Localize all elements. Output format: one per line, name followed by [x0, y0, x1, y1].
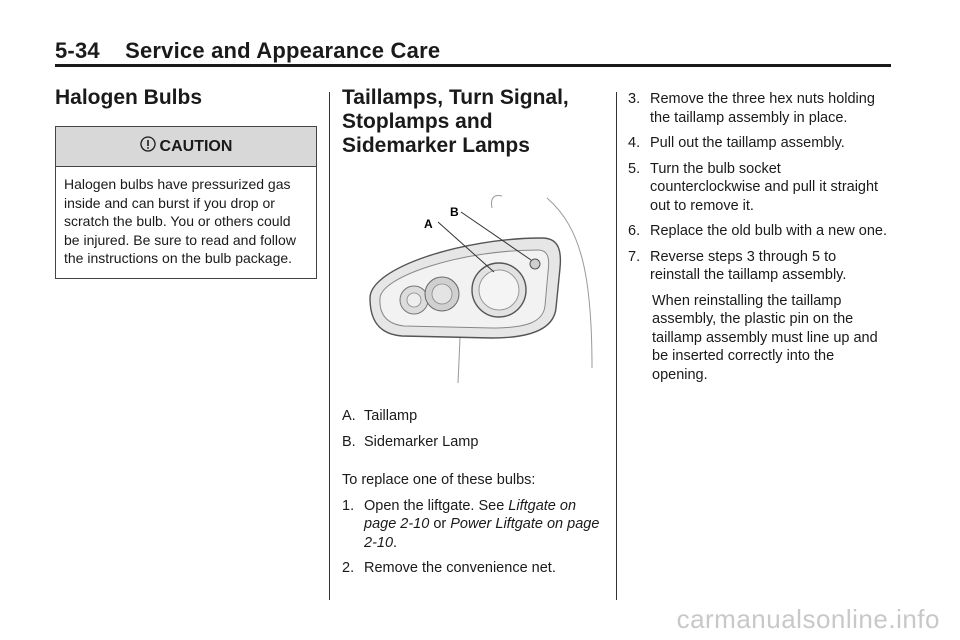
legend-text: Taillamp: [364, 408, 418, 424]
step-item: [628, 248, 890, 285]
figure-label-a: A: [424, 217, 433, 231]
taillamp-bulb: [479, 270, 519, 310]
legend-letter: B.: [342, 433, 356, 450]
page-title: 5-34 Service and Appearance Care: [55, 38, 441, 63]
step-text: Reverse steps 3 through 5 to reinstall the taillamp assembly.: [650, 248, 847, 283]
step-item: [628, 134, 890, 153]
step-number: 5.: [628, 160, 641, 177]
column-taillamps: [342, 86, 604, 585]
step-text-part: .: [393, 534, 398, 551]
watermark: carmanualsonline.info: [676, 604, 940, 634]
bulb-circle: [432, 284, 452, 304]
step-number: 6.: [628, 223, 641, 239]
page-header: [55, 38, 891, 66]
step-text-part: or: [429, 516, 451, 532]
step-number: 1.: [342, 497, 355, 514]
step-item: [342, 559, 604, 578]
sidemarker-bulb: [530, 259, 540, 269]
legend-item: [342, 407, 604, 426]
step-item: [628, 222, 890, 241]
column-divider: [616, 92, 617, 600]
caution-text: Halogen bulbs have pressurized gas inside and can burst if you drop or scratch the bulb. You or others could be injured. Be sure to read and follow the instructions on the bulb package.: [64, 176, 296, 266]
figure-label-b: B: [450, 205, 459, 219]
cross-reference-link[interactable]: Liftgate on page 2-10: [364, 497, 577, 532]
intro-text: To replace one of these bulbs:: [342, 472, 536, 488]
heading-line: Sidemarker Lamps: [342, 134, 530, 157]
body-line: [458, 338, 460, 383]
caution-header: [56, 127, 316, 167]
step-item: [628, 160, 890, 216]
step-text: [364, 497, 604, 553]
caution-box: [55, 126, 317, 279]
bulb-circle: [407, 293, 421, 307]
legend-letter: A.: [342, 408, 356, 424]
reinstall-note: When reinstalling the taillamp assembly, the plastic pin on the taillamp assembly must line up and be inserted correctly into the opening.: [652, 292, 878, 383]
step-number: 7.: [628, 248, 641, 265]
warning-icon: [140, 136, 156, 152]
taillamps-heading: [342, 86, 604, 158]
step-number: 3.: [628, 91, 641, 107]
header-rule: [55, 64, 891, 67]
step-text: Pull out the taillamp assembly.: [650, 135, 845, 151]
body-line: [491, 196, 502, 209]
step-text: Replace the old bulb with a new one.: [650, 223, 887, 239]
step-text-part: Open the liftgate. See: [364, 497, 509, 514]
legend-text: Sidemarker Lamp: [364, 433, 479, 450]
halogen-heading: Halogen Bulbs: [55, 86, 203, 109]
column-divider: [329, 92, 330, 600]
step-text: Remove the three hex nuts holding the taillamp assembly in place.: [650, 91, 875, 126]
column-halogen: [55, 86, 317, 279]
step-item: [628, 90, 890, 127]
step-number: 2.: [342, 560, 355, 576]
taillamp-illustration: [342, 188, 604, 388]
caution-label: CAUTION: [159, 137, 233, 155]
legend-item: [342, 433, 604, 452]
column-steps: [628, 90, 890, 384]
step-text: Turn the bulb socket counterclockwise and pull it straight out to remove it.: [650, 160, 879, 214]
heading-line: Taillamps, Turn Signal,: [342, 86, 569, 109]
step-text: Remove the convenience net.: [364, 560, 556, 576]
cross-reference-link[interactable]: Power Liftgate on page 2-10: [364, 516, 600, 551]
step-number: 4.: [628, 135, 641, 151]
step-item: [342, 497, 604, 553]
heading-line: Stoplamps and: [342, 110, 493, 133]
